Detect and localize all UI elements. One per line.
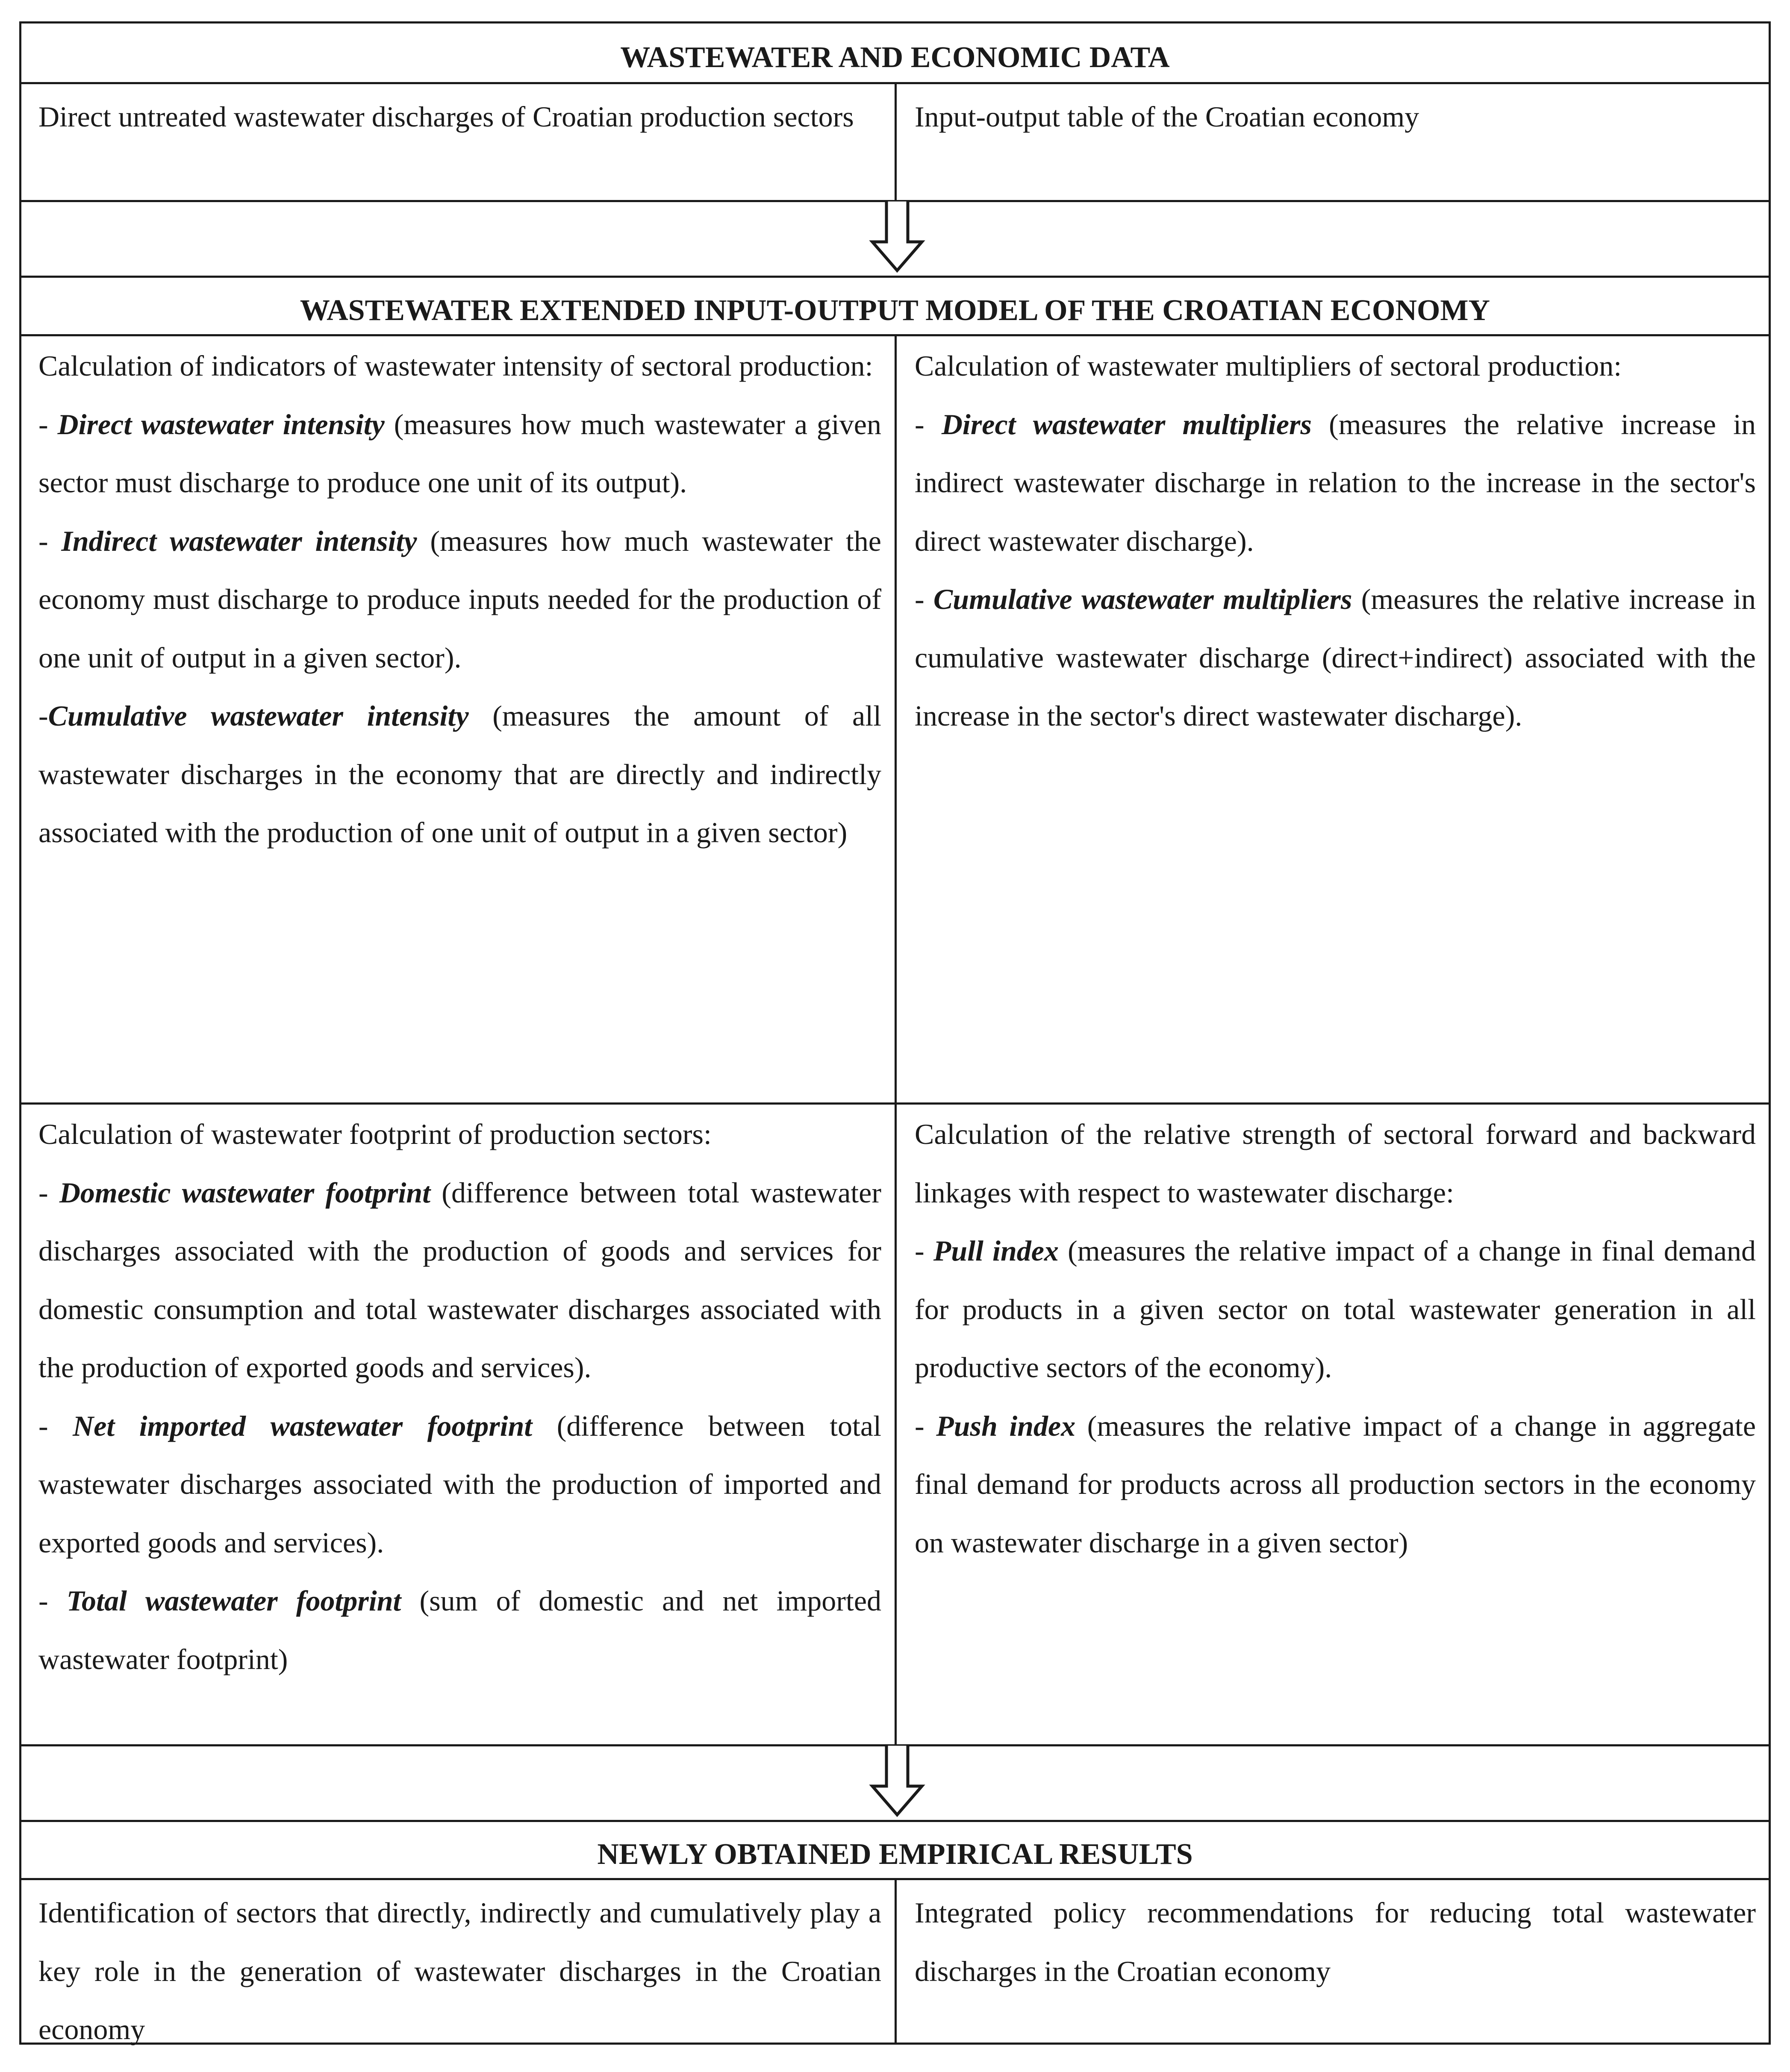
data-left-cell — [38, 88, 881, 146]
divider — [21, 1820, 1769, 1822]
intensity-term: Indirect wastewater intensity — [61, 524, 417, 557]
intensity-item: -Cumulative wastewater intensity (measures the amount of all wastewater discharges in the economy that are directly and indirectly associated with the production of one unit of output in a given sector) — [38, 699, 881, 849]
linkages-intro: Calculation of the relative strength of sectoral forward and backward linkages with respect to wastewater discharge: — [915, 1118, 1756, 1209]
divider — [21, 276, 1769, 278]
results-right-cell — [915, 1884, 1756, 2000]
results-left-cell — [38, 1884, 881, 2059]
down-arrow-icon — [867, 200, 927, 277]
multipliers-term: Cumulative wastewater multipliers — [933, 583, 1352, 615]
footprint-intro: Calculation of wastewater footprint of production sectors: — [38, 1118, 712, 1150]
down-arrow-icon — [867, 1744, 927, 1821]
intensity-term: Direct wastewater intensity — [57, 408, 385, 441]
linkages-cell — [915, 1105, 1756, 1572]
data-right-text: Input-output table of the Croatian economy — [915, 100, 1419, 133]
footprint-item: - Net imported wastewater footprint (difference between total wastewater discharges associated with the production of imported and exported goods and services). — [38, 1409, 881, 1559]
divider — [895, 82, 897, 200]
footprint-term: Domestic wastewater footprint — [59, 1176, 431, 1209]
results-left-text: Identification of sectors that directly, indirectly and cumulatively play a key role in the generation of wastewater discharges in the Croatian economy — [38, 1896, 881, 2046]
multipliers-item: - Cumulative wastewater multipliers (measures the relative increase in cumulative wastewater discharge (direct+indirect) associated with the increase in the sector's direct wastewater discharge). — [915, 583, 1756, 732]
intensity-item: - Direct wastewater intensity (measures how much wastewater a given sector must discharge to produce one unit of its output). — [38, 408, 881, 499]
multipliers-intro: Calculation of wastewater multipliers of sectoral production: — [915, 350, 1622, 382]
divider — [21, 1102, 1769, 1105]
linkages-term: Push index — [936, 1409, 1076, 1442]
intensity-item: - Indirect wastewater intensity (measures how much wastewater the economy must discharge to produce inputs needed for the production of one unit of output in a given sector). — [38, 524, 881, 674]
divider — [895, 334, 897, 1744]
footprint-item: - Domestic wastewater footprint (difference between total wastewater discharges associated with the production of goods and services for domestic consumption and total wastewater discharges associated with the production of exported goods and services). — [38, 1176, 881, 1384]
linkages-item: - Push index (measures the relative impact of a change in aggregate final demand for products across all production sectors in the economy on wastewater discharge in a given sector) — [915, 1409, 1756, 1559]
results-section-title: NEWLY OBTAINED EMPIRICAL RESULTS — [597, 1838, 1193, 1871]
flowchart-frame — [19, 21, 1771, 2045]
model-section-title: WASTEWATER EXTENDED INPUT-OUTPUT MODEL OF THE CROATIAN ECONOMY — [300, 294, 1490, 327]
multipliers-item: - Direct wastewater multipliers (measures the relative increase in indirect wastewater discharge in relation to the increase in the sector's direct wastewater discharge). — [915, 408, 1756, 557]
footprint-cell — [38, 1105, 881, 1688]
divider — [895, 1878, 897, 2045]
data-section-title: WASTEWATER AND ECONOMIC DATA — [620, 41, 1170, 74]
intensity-intro: Calculation of indicators of wastewater intensity of sectoral production: — [38, 350, 873, 382]
footprint-term: Net imported wastewater footprint — [73, 1409, 533, 1442]
data-left-text: Direct untreated wastewater discharges of Croatian production sectors — [38, 100, 854, 133]
intensity-cell — [38, 337, 881, 862]
linkages-term: Pull index — [933, 1234, 1059, 1267]
footprint-term: Total wastewater footprint — [66, 1584, 401, 1617]
intensity-term: Cumulative wastewater intensity — [48, 699, 469, 732]
multipliers-term: Direct wastewater multipliers — [941, 408, 1312, 441]
data-right-cell — [915, 88, 1756, 146]
multipliers-cell — [915, 337, 1756, 745]
footprint-item: - Total wastewater footprint (sum of domestic and net imported wastewater footprint) — [38, 1584, 881, 1675]
linkages-item: - Pull index (measures the relative impact of a change in final demand for products in a given sector on total wastewater generation in all productive sectors of the economy). — [915, 1234, 1756, 1384]
results-right-text: Integrated policy recommendations for reducing total wastewater discharges in the Croatian economy — [915, 1896, 1756, 1987]
